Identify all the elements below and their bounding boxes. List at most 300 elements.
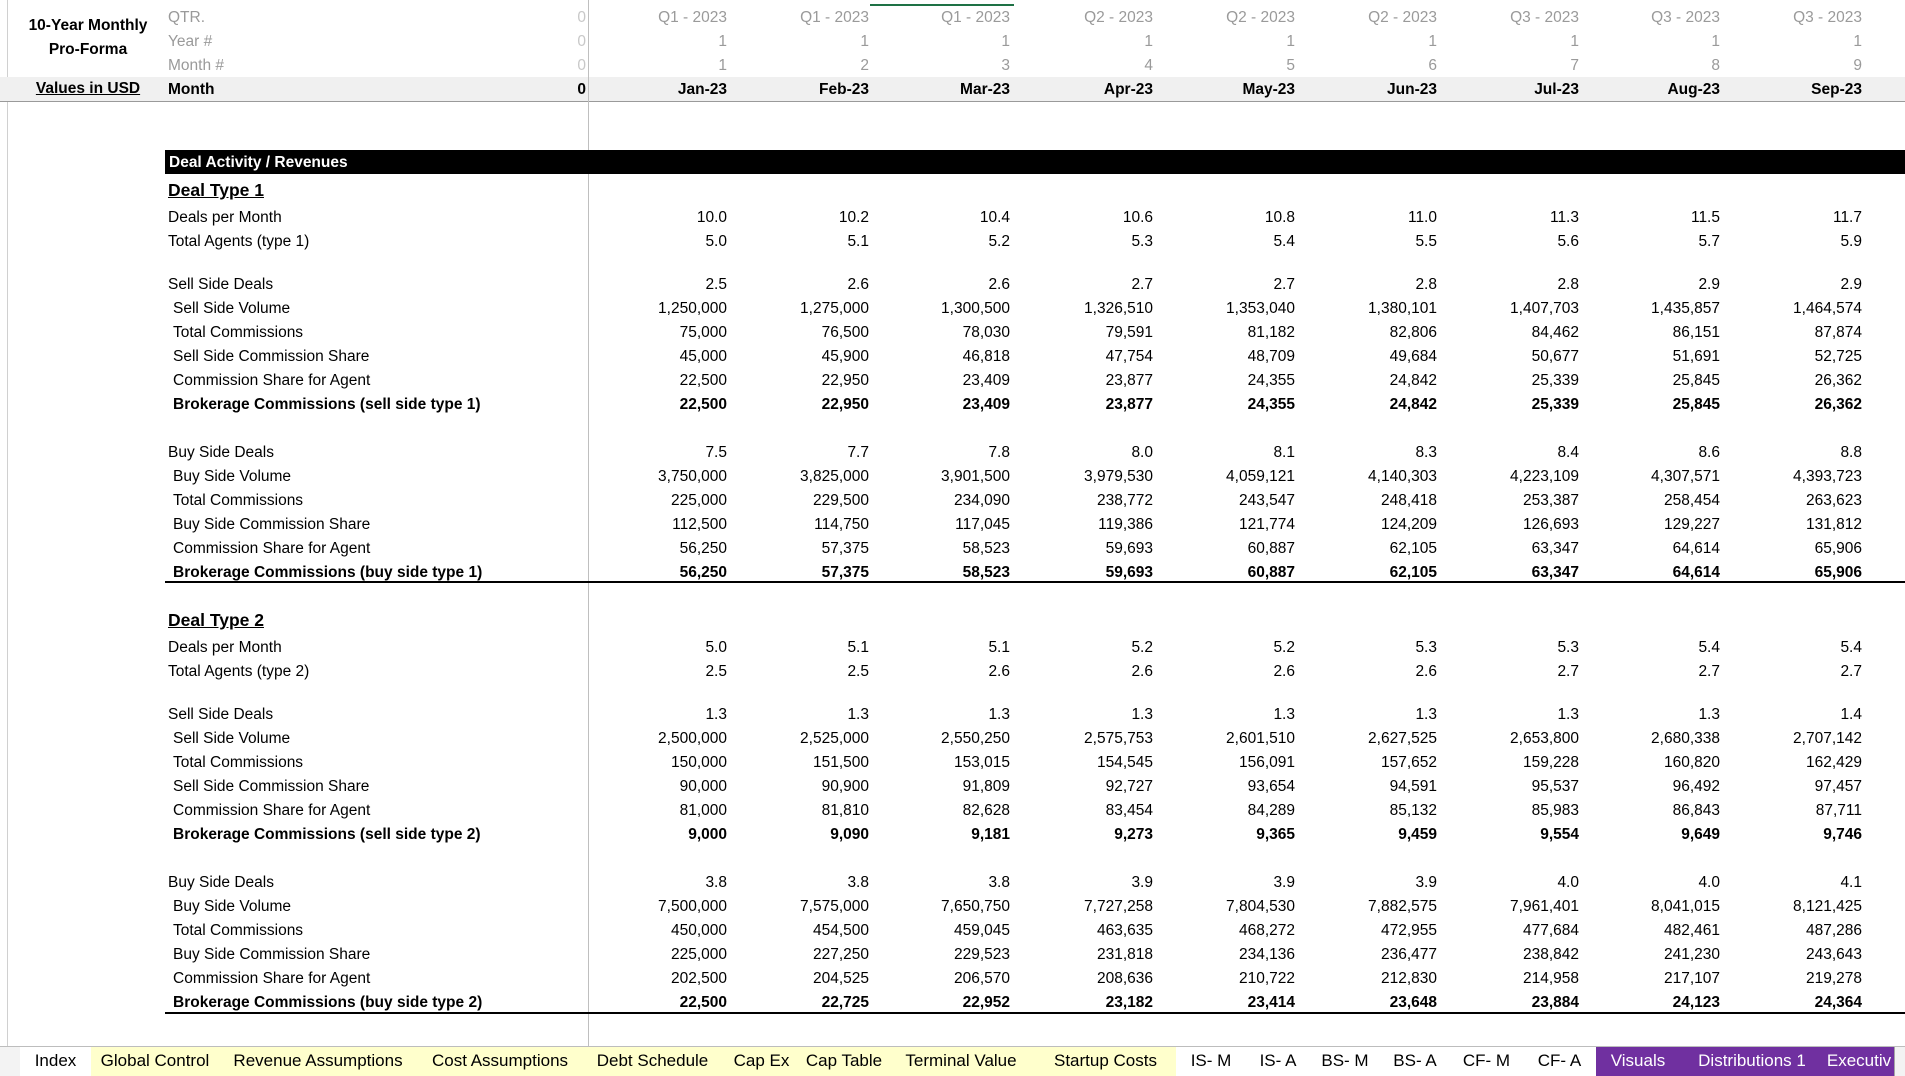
base-period-cell[interactable]: 0 <box>577 9 586 26</box>
value-cell[interactable]: 1 <box>1001 33 1010 50</box>
value-cell[interactable]: 3 <box>1001 57 1010 74</box>
value-cell[interactable]: 25,845 <box>1672 396 1720 413</box>
value-cell[interactable]: 7,575,000 <box>800 898 869 915</box>
value-cell[interactable]: 1.3 <box>847 706 869 723</box>
value-cell[interactable]: 214,958 <box>1522 970 1579 987</box>
value-cell[interactable]: 60,887 <box>1247 564 1295 581</box>
value-cell[interactable]: 121,774 <box>1238 516 1295 533</box>
value-cell[interactable]: 46,818 <box>962 348 1010 365</box>
value-cell[interactable]: 1,407,703 <box>1510 300 1579 317</box>
value-cell[interactable]: 25,339 <box>1531 372 1579 389</box>
value-cell[interactable]: 2.6 <box>988 276 1010 293</box>
value-cell[interactable]: 1.3 <box>1698 706 1720 723</box>
value-cell[interactable]: 24,123 <box>1672 994 1720 1011</box>
value-cell[interactable]: 7,727,258 <box>1084 898 1153 915</box>
value-cell[interactable]: 225,000 <box>670 946 727 963</box>
value-cell[interactable]: 1 <box>1428 33 1437 50</box>
value-cell[interactable]: 5.0 <box>705 233 727 250</box>
value-cell[interactable]: 81,182 <box>1247 324 1295 341</box>
value-cell[interactable]: 3,750,000 <box>658 468 727 485</box>
value-cell[interactable]: 5 <box>1286 57 1295 74</box>
value-cell[interactable]: 25,339 <box>1531 396 1579 413</box>
value-cell[interactable]: 2,680,338 <box>1651 730 1720 747</box>
value-cell[interactable]: 1.3 <box>1131 706 1153 723</box>
value-cell[interactable]: 2.6 <box>1415 663 1437 680</box>
value-cell[interactable]: 96,492 <box>1672 778 1720 795</box>
value-cell[interactable]: 243,547 <box>1238 492 1295 509</box>
value-cell[interactable]: Q1 - 2023 <box>941 9 1010 26</box>
value-cell[interactable]: 459,045 <box>953 922 1010 939</box>
value-cell[interactable]: 4.1 <box>1840 874 1862 891</box>
base-period-cell[interactable]: 0 <box>577 81 586 98</box>
sheet-tab-cap-table[interactable]: Cap Table <box>801 1047 888 1076</box>
value-cell[interactable]: 7.8 <box>988 444 1010 461</box>
value-cell[interactable]: 1.3 <box>1273 706 1295 723</box>
value-cell[interactable]: 217,107 <box>1663 970 1720 987</box>
value-cell[interactable]: 63,347 <box>1531 564 1579 581</box>
value-cell[interactable]: 87,874 <box>1814 324 1862 341</box>
value-cell[interactable]: 22,950 <box>821 372 869 389</box>
value-cell[interactable]: 151,500 <box>812 754 869 771</box>
value-cell[interactable]: 3,901,500 <box>941 468 1010 485</box>
value-cell[interactable]: 117,045 <box>955 516 1010 533</box>
value-cell[interactable]: 2.6 <box>988 663 1010 680</box>
value-cell[interactable]: 1,250,000 <box>658 300 727 317</box>
value-cell[interactable]: 11.0 <box>1407 209 1437 226</box>
value-cell[interactable]: 1.3 <box>705 706 727 723</box>
value-cell[interactable]: May-23 <box>1242 81 1295 98</box>
value-cell[interactable]: 160,820 <box>1663 754 1720 771</box>
value-cell[interactable]: 2,627,525 <box>1368 730 1437 747</box>
value-cell[interactable]: 241,230 <box>1663 946 1720 963</box>
sheet-tab-debt-schedule[interactable]: Debt Schedule <box>583 1047 723 1076</box>
value-cell[interactable]: 7,961,401 <box>1510 898 1579 915</box>
value-cell[interactable]: 91,809 <box>962 778 1010 795</box>
value-cell[interactable]: 1.3 <box>1557 706 1579 723</box>
value-cell[interactable]: 2.5 <box>705 663 727 680</box>
value-cell[interactable]: 4,223,109 <box>1510 468 1579 485</box>
value-cell[interactable]: 8 <box>1711 57 1720 74</box>
value-cell[interactable]: Q2 - 2023 <box>1226 9 1295 26</box>
value-cell[interactable]: 48,709 <box>1247 348 1295 365</box>
value-cell[interactable]: 1 <box>718 57 727 74</box>
value-cell[interactable]: 22,725 <box>821 994 869 1011</box>
value-cell[interactable]: 9 <box>1853 57 1862 74</box>
value-cell[interactable]: 82,628 <box>962 802 1010 819</box>
value-cell[interactable]: 8.4 <box>1557 444 1579 461</box>
value-cell[interactable]: 23,648 <box>1389 994 1437 1011</box>
value-cell[interactable]: 2 <box>860 57 869 74</box>
value-cell[interactable]: 8.8 <box>1840 444 1862 461</box>
sheet-tab-cf-a[interactable]: CF- A <box>1523 1047 1597 1076</box>
sheet-tab-bs-m[interactable]: BS- M <box>1310 1047 1381 1076</box>
value-cell[interactable]: 114,750 <box>814 516 869 533</box>
sheet-tab-terminal-value[interactable]: Terminal Value <box>887 1047 1036 1076</box>
value-cell[interactable]: 229,500 <box>812 492 869 509</box>
value-cell[interactable]: 5.1 <box>847 639 869 656</box>
value-cell[interactable]: 9,554 <box>1540 826 1579 843</box>
value-cell[interactable]: 24,364 <box>1814 994 1862 1011</box>
value-cell[interactable]: 8,041,015 <box>1651 898 1720 915</box>
value-cell[interactable]: 9,746 <box>1823 826 1862 843</box>
value-cell[interactable]: Q1 - 2023 <box>800 9 869 26</box>
value-cell[interactable]: 52,725 <box>1814 348 1862 365</box>
sheet-tab-executiv[interactable]: Executiv <box>1824 1047 1895 1076</box>
value-cell[interactable]: 3.8 <box>847 874 869 891</box>
value-cell[interactable]: 90,900 <box>821 778 869 795</box>
value-cell[interactable]: 5.3 <box>1415 639 1437 656</box>
value-cell[interactable]: 5.2 <box>1273 639 1295 656</box>
value-cell[interactable]: 9,649 <box>1681 826 1720 843</box>
value-cell[interactable]: 11.7 <box>1832 209 1862 226</box>
value-cell[interactable]: 1.3 <box>988 706 1010 723</box>
value-cell[interactable]: 10.2 <box>838 209 869 226</box>
value-cell[interactable]: 156,091 <box>1238 754 1295 771</box>
value-cell[interactable]: 11.3 <box>1549 209 1579 226</box>
value-cell[interactable]: 23,877 <box>1105 396 1153 413</box>
value-cell[interactable]: 472,955 <box>1380 922 1437 939</box>
value-cell[interactable]: 22,950 <box>821 396 869 413</box>
value-cell[interactable]: 129,227 <box>1663 516 1720 533</box>
value-cell[interactable]: 2.9 <box>1840 276 1862 293</box>
value-cell[interactable]: 83,454 <box>1105 802 1153 819</box>
value-cell[interactable]: 463,635 <box>1096 922 1153 939</box>
value-cell[interactable]: 58,523 <box>962 540 1010 557</box>
value-cell[interactable]: 131,812 <box>1805 516 1862 533</box>
value-cell[interactable]: Sep-23 <box>1811 81 1862 98</box>
value-cell[interactable]: 1 <box>1853 33 1862 50</box>
value-cell[interactable]: 24,842 <box>1389 372 1437 389</box>
value-cell[interactable]: 85,983 <box>1531 802 1579 819</box>
value-cell[interactable]: 482,461 <box>1663 922 1720 939</box>
value-cell[interactable]: 154,545 <box>1096 754 1153 771</box>
value-cell[interactable]: 234,136 <box>1238 946 1295 963</box>
value-cell[interactable]: Aug-23 <box>1667 81 1720 98</box>
value-cell[interactable]: 5.7 <box>1698 233 1720 250</box>
value-cell[interactable]: 23,182 <box>1105 994 1153 1011</box>
value-cell[interactable]: 49,684 <box>1389 348 1437 365</box>
value-cell[interactable]: 2.6 <box>847 276 869 293</box>
value-cell[interactable]: 9,000 <box>688 826 727 843</box>
value-cell[interactable]: 50,677 <box>1531 348 1579 365</box>
value-cell[interactable]: 5.1 <box>847 233 869 250</box>
value-cell[interactable]: 8.6 <box>1698 444 1720 461</box>
value-cell[interactable]: 5.2 <box>1131 639 1153 656</box>
sheet-tab-startup-costs[interactable]: Startup Costs <box>1035 1047 1177 1076</box>
value-cell[interactable]: 204,525 <box>812 970 869 987</box>
value-cell[interactable]: Q1 - 2023 <box>658 9 727 26</box>
value-cell[interactable]: 86,843 <box>1672 802 1720 819</box>
value-cell[interactable]: 3.9 <box>1273 874 1295 891</box>
value-cell[interactable]: 22,952 <box>962 994 1010 1011</box>
value-cell[interactable]: 45,000 <box>679 348 727 365</box>
value-cell[interactable]: 124,209 <box>1380 516 1437 533</box>
value-cell[interactable]: 162,429 <box>1805 754 1862 771</box>
value-cell[interactable]: 5.4 <box>1698 639 1720 656</box>
value-cell[interactable]: 1 <box>1570 33 1579 50</box>
value-cell[interactable]: 238,842 <box>1522 946 1579 963</box>
value-cell[interactable]: 263,623 <box>1805 492 1862 509</box>
value-cell[interactable]: 208,636 <box>1096 970 1153 987</box>
value-cell[interactable]: 5.5 <box>1415 233 1437 250</box>
value-cell[interactable]: 2,500,000 <box>658 730 727 747</box>
value-cell[interactable]: 248,418 <box>1380 492 1437 509</box>
value-cell[interactable]: 4,059,121 <box>1226 468 1295 485</box>
value-cell[interactable]: 23,414 <box>1247 994 1295 1011</box>
value-cell[interactable]: 94,591 <box>1389 778 1437 795</box>
value-cell[interactable]: 2.7 <box>1698 663 1720 680</box>
value-cell[interactable]: 92,727 <box>1105 778 1153 795</box>
value-cell[interactable]: 9,459 <box>1398 826 1437 843</box>
value-cell[interactable]: 84,289 <box>1247 802 1295 819</box>
value-cell[interactable]: 3.9 <box>1415 874 1437 891</box>
value-cell[interactable]: 236,477 <box>1380 946 1437 963</box>
value-cell[interactable]: 7.5 <box>705 444 727 461</box>
value-cell[interactable]: 24,355 <box>1247 396 1295 413</box>
value-cell[interactable]: 87,711 <box>1815 802 1862 819</box>
base-period-cell[interactable]: 0 <box>577 57 586 74</box>
value-cell[interactable]: 5.2 <box>988 233 1010 250</box>
value-cell[interactable]: 450,000 <box>670 922 727 939</box>
sheet-tab-distributions-1[interactable]: Distributions 1 <box>1680 1047 1825 1076</box>
value-cell[interactable]: 3.8 <box>705 874 727 891</box>
value-cell[interactable]: 2.6 <box>1273 663 1295 680</box>
value-cell[interactable]: 2,575,753 <box>1084 730 1153 747</box>
value-cell[interactable]: Mar-23 <box>960 81 1010 98</box>
value-cell[interactable]: 1,464,574 <box>1793 300 1862 317</box>
value-cell[interactable]: 3.8 <box>988 874 1010 891</box>
value-cell[interactable]: 150,000 <box>670 754 727 771</box>
value-cell[interactable]: 56,250 <box>679 540 727 557</box>
value-cell[interactable]: Q3 - 2023 <box>1510 9 1579 26</box>
value-cell[interactable]: 51,691 <box>1672 348 1720 365</box>
value-cell[interactable]: 23,409 <box>962 396 1010 413</box>
value-cell[interactable]: 75,000 <box>679 324 727 341</box>
value-cell[interactable]: 22,500 <box>679 396 727 413</box>
value-cell[interactable]: 9,273 <box>1114 826 1153 843</box>
value-cell[interactable]: 45,900 <box>821 348 869 365</box>
sheet-tab-cost-assumptions[interactable]: Cost Assumptions <box>417 1047 584 1076</box>
value-cell[interactable]: 79,591 <box>1105 324 1153 341</box>
sheet-tab-is-m[interactable]: IS- M <box>1176 1047 1247 1076</box>
value-cell[interactable]: 11.5 <box>1690 209 1720 226</box>
value-cell[interactable]: 57,375 <box>821 564 869 581</box>
value-cell[interactable]: 8.3 <box>1415 444 1437 461</box>
value-cell[interactable]: Apr-23 <box>1103 81 1153 98</box>
value-cell[interactable]: 9,365 <box>1256 826 1295 843</box>
sheet-tab-cf-m[interactable]: CF- M <box>1450 1047 1524 1076</box>
value-cell[interactable]: 1,300,500 <box>941 300 1010 317</box>
value-cell[interactable]: 5.6 <box>1557 233 1579 250</box>
value-cell[interactable]: 7.7 <box>847 444 869 461</box>
sheet-tab-visuals[interactable]: Visuals <box>1596 1047 1681 1076</box>
value-cell[interactable]: 23,877 <box>1105 372 1153 389</box>
sheet-tab-global-control[interactable]: Global Control <box>91 1047 220 1076</box>
value-cell[interactable]: 58,523 <box>962 564 1010 581</box>
value-cell[interactable]: 238,772 <box>1096 492 1153 509</box>
value-cell[interactable]: 2.7 <box>1273 276 1295 293</box>
value-cell[interactable]: 7,500,000 <box>658 898 727 915</box>
value-cell[interactable]: 227,250 <box>812 946 869 963</box>
value-cell[interactable]: 84,462 <box>1531 324 1579 341</box>
value-cell[interactable]: 5.4 <box>1273 233 1295 250</box>
value-cell[interactable]: 76,500 <box>821 324 869 341</box>
value-cell[interactable]: 5.9 <box>1840 233 1862 250</box>
base-period-cell[interactable]: 0 <box>577 33 586 50</box>
value-cell[interactable]: 85,132 <box>1389 802 1437 819</box>
sheet-tab-bs-a[interactable]: BS- A <box>1380 1047 1451 1076</box>
sheet-tab-index[interactable]: Index <box>20 1047 92 1076</box>
value-cell[interactable]: 2.5 <box>705 276 727 293</box>
value-cell[interactable]: 10.4 <box>979 209 1010 226</box>
value-cell[interactable]: 4.0 <box>1557 874 1579 891</box>
value-cell[interactable]: 63,347 <box>1531 540 1579 557</box>
value-cell[interactable]: 62,105 <box>1389 540 1437 557</box>
value-cell[interactable]: 59,693 <box>1105 564 1153 581</box>
value-cell[interactable]: 153,015 <box>953 754 1010 771</box>
value-cell[interactable]: 5.1 <box>988 639 1010 656</box>
value-cell[interactable]: 7,650,750 <box>941 898 1010 915</box>
value-cell[interactable]: 2.9 <box>1698 276 1720 293</box>
value-cell[interactable]: 8,121,425 <box>1793 898 1862 915</box>
value-cell[interactable]: 86,151 <box>1672 324 1720 341</box>
value-cell[interactable]: 1,326,510 <box>1084 300 1153 317</box>
value-cell[interactable]: 5.4 <box>1840 639 1862 656</box>
value-cell[interactable]: 3.9 <box>1131 874 1153 891</box>
value-cell[interactable]: Jul-23 <box>1534 81 1579 98</box>
value-cell[interactable]: 56,250 <box>679 564 727 581</box>
value-cell[interactable]: 454,500 <box>812 922 869 939</box>
value-cell[interactable]: 231,818 <box>1096 946 1153 963</box>
value-cell[interactable]: Q2 - 2023 <box>1084 9 1153 26</box>
value-cell[interactable]: 5.3 <box>1131 233 1153 250</box>
value-cell[interactable]: 225,000 <box>670 492 727 509</box>
value-cell[interactable]: 4.0 <box>1698 874 1720 891</box>
value-cell[interactable]: Q3 - 2023 <box>1651 9 1720 26</box>
value-cell[interactable]: 1,435,857 <box>1651 300 1720 317</box>
value-cell[interactable]: 1 <box>1286 33 1295 50</box>
value-cell[interactable]: 4,307,571 <box>1651 468 1720 485</box>
value-cell[interactable]: Jan-23 <box>677 81 727 98</box>
value-cell[interactable]: 5.0 <box>705 639 727 656</box>
value-cell[interactable]: 1,380,101 <box>1368 300 1437 317</box>
value-cell[interactable]: 65,906 <box>1814 564 1862 581</box>
value-cell[interactable]: 81,000 <box>679 802 727 819</box>
value-cell[interactable]: 2,525,000 <box>800 730 869 747</box>
value-cell[interactable]: 1 <box>1144 33 1153 50</box>
value-cell[interactable]: 22,500 <box>679 372 727 389</box>
value-cell[interactable]: 243,643 <box>1805 946 1862 963</box>
value-cell[interactable]: 2,707,142 <box>1793 730 1862 747</box>
value-cell[interactable]: 7,882,575 <box>1368 898 1437 915</box>
value-cell[interactable]: 468,272 <box>1238 922 1295 939</box>
value-cell[interactable]: 24,842 <box>1389 396 1437 413</box>
value-cell[interactable]: 2.5 <box>847 663 869 680</box>
value-cell[interactable]: 24,355 <box>1247 372 1295 389</box>
value-cell[interactable]: 59,693 <box>1105 540 1153 557</box>
value-cell[interactable]: 210,722 <box>1238 970 1295 987</box>
value-cell[interactable]: 95,537 <box>1531 778 1579 795</box>
value-cell[interactable]: 4 <box>1144 57 1153 74</box>
value-cell[interactable]: 23,409 <box>962 372 1010 389</box>
value-cell[interactable]: 1.4 <box>1840 706 1862 723</box>
value-cell[interactable]: 22,500 <box>679 994 727 1011</box>
value-cell[interactable]: 212,830 <box>1380 970 1437 987</box>
value-cell[interactable]: 8.1 <box>1273 444 1295 461</box>
value-cell[interactable]: 1 <box>860 33 869 50</box>
value-cell[interactable]: 126,693 <box>1522 516 1579 533</box>
value-cell[interactable]: 2.7 <box>1557 663 1579 680</box>
value-cell[interactable]: 219,278 <box>1805 970 1862 987</box>
sheet-tab-revenue-assumptions[interactable]: Revenue Assumptions <box>219 1047 418 1076</box>
value-cell[interactable]: 90,000 <box>679 778 727 795</box>
sheet-tab-is-a[interactable]: IS- A <box>1246 1047 1311 1076</box>
value-cell[interactable]: 93,654 <box>1247 778 1295 795</box>
value-cell[interactable]: Q3 - 2023 <box>1793 9 1862 26</box>
value-cell[interactable]: 97,457 <box>1814 778 1862 795</box>
value-cell[interactable]: 1,353,040 <box>1226 300 1295 317</box>
value-cell[interactable]: 60,887 <box>1247 540 1295 557</box>
value-cell[interactable]: 81,810 <box>821 802 869 819</box>
value-cell[interactable]: 477,684 <box>1522 922 1579 939</box>
value-cell[interactable]: 57,375 <box>821 540 869 557</box>
value-cell[interactable]: 10.6 <box>1122 209 1153 226</box>
value-cell[interactable]: 9,181 <box>971 826 1010 843</box>
value-cell[interactable]: 1.3 <box>1415 706 1437 723</box>
value-cell[interactable]: 2,653,800 <box>1510 730 1579 747</box>
value-cell[interactable]: 2.7 <box>1131 276 1153 293</box>
value-cell[interactable]: Feb-23 <box>819 81 869 98</box>
value-cell[interactable]: 229,523 <box>953 946 1010 963</box>
value-cell[interactable]: 4,393,723 <box>1793 468 1862 485</box>
value-cell[interactable]: 26,362 <box>1814 372 1862 389</box>
value-cell[interactable]: 7 <box>1570 57 1579 74</box>
value-cell[interactable]: 82,806 <box>1389 324 1437 341</box>
value-cell[interactable]: 78,030 <box>962 324 1010 341</box>
value-cell[interactable]: 9,090 <box>830 826 869 843</box>
value-cell[interactable]: 65,906 <box>1814 540 1862 557</box>
value-cell[interactable]: 25,845 <box>1672 372 1720 389</box>
value-cell[interactable]: 112,500 <box>672 516 727 533</box>
value-cell[interactable]: 119,386 <box>1098 516 1153 533</box>
value-cell[interactable]: 10.0 <box>696 209 727 226</box>
value-cell[interactable]: 3,825,000 <box>800 468 869 485</box>
value-cell[interactable]: 6 <box>1428 57 1437 74</box>
sheet-tab-cap-ex[interactable]: Cap Ex <box>722 1047 802 1076</box>
value-cell[interactable]: 1,275,000 <box>800 300 869 317</box>
value-cell[interactable]: 1 <box>1711 33 1720 50</box>
value-cell[interactable]: 253,387 <box>1522 492 1579 509</box>
value-cell[interactable]: Q2 - 2023 <box>1368 9 1437 26</box>
value-cell[interactable]: 2.8 <box>1557 276 1579 293</box>
value-cell[interactable]: 157,652 <box>1380 754 1437 771</box>
value-cell[interactable]: Jun-23 <box>1387 81 1437 98</box>
value-cell[interactable]: 4,140,303 <box>1368 468 1437 485</box>
value-cell[interactable]: 206,570 <box>953 970 1010 987</box>
value-cell[interactable]: 26,362 <box>1814 396 1862 413</box>
value-cell[interactable]: 1 <box>718 33 727 50</box>
value-cell[interactable]: 2.8 <box>1415 276 1437 293</box>
value-cell[interactable]: 2,601,510 <box>1226 730 1295 747</box>
value-cell[interactable]: 234,090 <box>953 492 1010 509</box>
value-cell[interactable]: 159,228 <box>1522 754 1579 771</box>
value-cell[interactable]: 8.0 <box>1131 444 1153 461</box>
value-cell[interactable]: 2.7 <box>1840 663 1862 680</box>
value-cell[interactable]: 64,614 <box>1672 564 1720 581</box>
value-cell[interactable]: 7,804,530 <box>1226 898 1295 915</box>
value-cell[interactable]: 2.6 <box>1131 663 1153 680</box>
value-cell[interactable]: 23,884 <box>1531 994 1579 1011</box>
